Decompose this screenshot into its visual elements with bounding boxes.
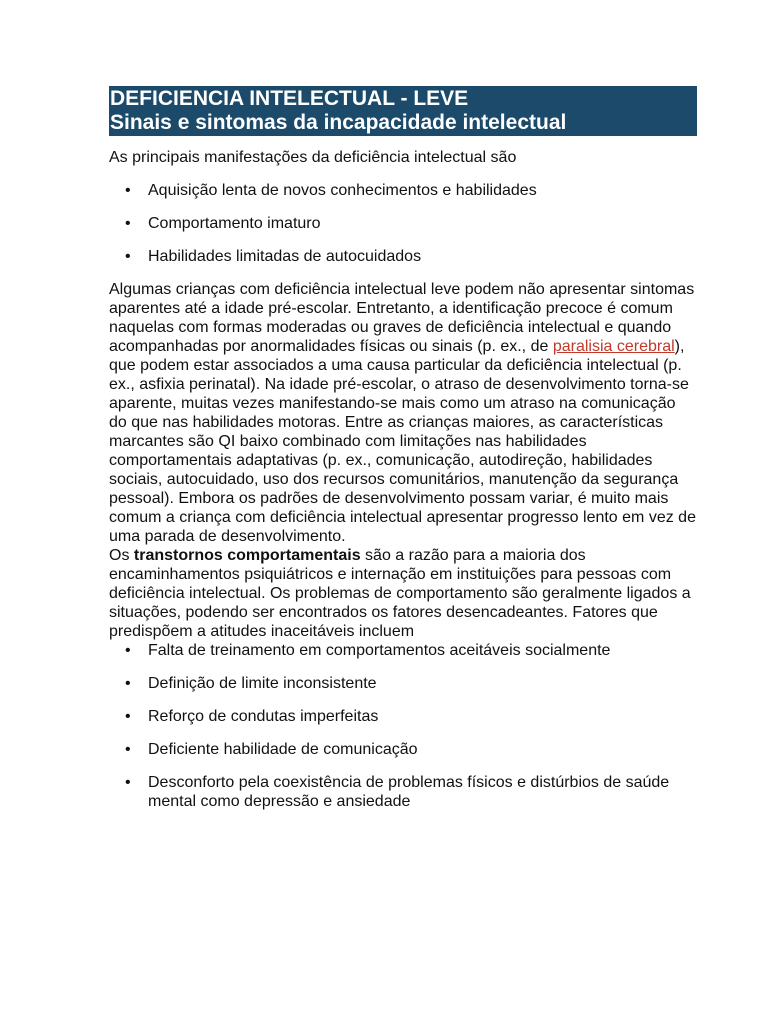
list-item-text: Definição de limite inconsistente xyxy=(148,675,377,692)
predisposing-factors-list xyxy=(109,641,697,811)
paragraph-text: ), que podem estar associados a uma causa particular da deficiência intelectual (p. ex., asfixia perinatal). Na idade pré-escolar, o atraso de desenvolvimento torna-se aparente, muitas vezes manifestando-se mais como um atraso na comunicação do que nas habilidades motoras. Entre as crianças maiores, as características marcantes são QI baixo combinado com limitações nas habilidades comportamentais adaptativas (p. ex., comunicação, autodireção, habilidades sociais, autocuidado, uso dos recursos comunitários, manutenção da segurança pessoal). Embora os padrões de desenvolvimento possam variar, é muito mais comum a criança com deficiência intelectual apresentar progresso lento em vez de uma parada de desenvolvimento. xyxy=(109,338,696,545)
bullet-icon: • xyxy=(125,248,131,265)
list-item xyxy=(109,740,697,759)
paragraph-text: Os xyxy=(109,547,134,564)
symptoms-paragraph xyxy=(109,280,697,546)
manifestations-list xyxy=(109,181,697,266)
bullet-icon: • xyxy=(125,774,131,791)
list-item xyxy=(109,214,697,233)
behavior-paragraph xyxy=(109,546,697,641)
bold-term: transtornos comportamentais xyxy=(133,547,361,564)
list-item xyxy=(109,773,697,811)
list-item-text: Falta de treinamento em comportamentos aceitáveis socialmente xyxy=(148,642,611,659)
list-item xyxy=(109,707,697,726)
list-item-text: Desconforto pela coexistência de problemas físicos e distúrbios de saúde mental como depressão e ansiedade xyxy=(148,774,670,810)
list-item xyxy=(109,181,697,200)
bullet-icon: • xyxy=(125,215,131,232)
page-subtitle: Sinais e sintomas da incapacidade intelectual xyxy=(110,111,567,134)
list-item-text: Habilidades limitadas de autocuidados xyxy=(148,248,422,265)
title-banner xyxy=(109,86,697,136)
bullet-icon: • xyxy=(125,642,131,659)
page-title: DEFICIENCIA INTELECTUAL - LEVE xyxy=(110,87,469,110)
bullet-icon: • xyxy=(125,741,131,758)
list-item xyxy=(109,674,697,693)
list-item-text: Reforço de condutas imperfeitas xyxy=(148,708,379,725)
list-item xyxy=(109,247,697,266)
bullet-icon: • xyxy=(125,708,131,725)
document-page xyxy=(109,86,697,825)
cerebral-palsy-link[interactable]: paralisia cerebral xyxy=(552,338,675,355)
intro-text: As principais manifestações da deficiência intelectual são xyxy=(109,149,517,166)
list-item-text: Deficiente habilidade de comunicação xyxy=(148,741,418,758)
list-item-text: Aquisição lenta de novos conhecimentos e habilidades xyxy=(148,182,537,199)
bullet-icon: • xyxy=(125,182,131,199)
list-item-text: Comportamento imaturo xyxy=(148,215,321,232)
bullet-icon: • xyxy=(125,675,131,692)
paragraph-text: Algumas crianças com deficiência intelectual leve podem não apresentar sintomas aparentes até a idade pré-escolar. Entretanto, a identificação precoce é comum naquelas com formas moderadas ou graves de deficiência intelectual e quando acompanhadas por anormalidades físicas ou sinais (p. ex., de xyxy=(109,281,695,355)
paragraph-text: são a razão para a maioria dos encaminhamentos psiquiátricos e internação em instituições para pessoas com deficiência intelectual. Os problemas de comportamento são geralmente ligados a situações, podendo ser encontrados os fatores desencadeantes. Fatores que predispõem a atitudes inaceitáveis incluem xyxy=(109,547,691,640)
list-item xyxy=(109,641,697,660)
